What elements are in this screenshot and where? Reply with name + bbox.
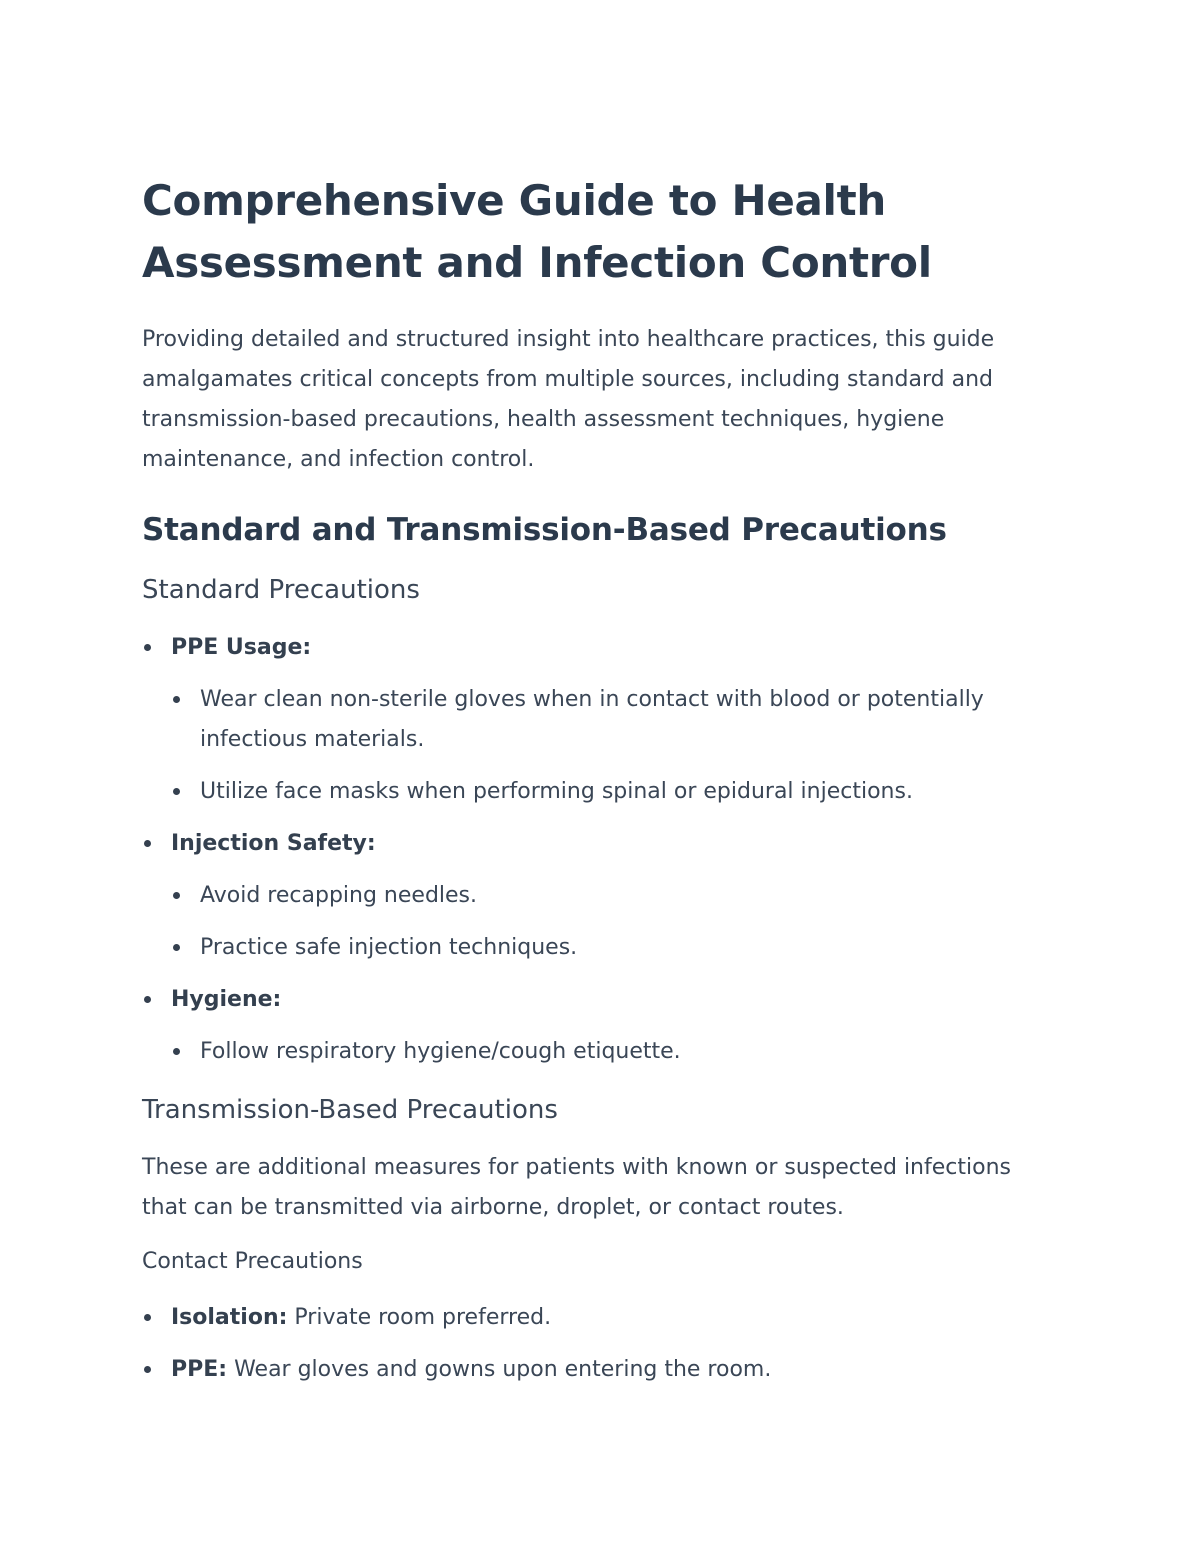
list-item-text: Follow respiratory hygiene/cough etiquette.: [200, 1039, 681, 1064]
list-item-label: Isolation:: [171, 1305, 288, 1330]
list-item-label: PPE Usage:: [171, 635, 312, 660]
hygiene-sublist: [171, 1032, 1062, 1072]
bullet-icon: [144, 840, 151, 847]
list-item-text: Wear clean non-sterile gloves when in contact with blood or potentially infectious materials.: [200, 687, 984, 752]
list-item: [171, 680, 1062, 760]
bullet-icon: [144, 644, 151, 651]
list-item-label: Hygiene:: [171, 987, 282, 1012]
list-item-ppe-usage: [142, 628, 1062, 812]
intro-paragraph: Providing detailed and structured insight into healthcare practices, this guide amalgamates critical concepts from multiple sources, including standard and transmission-based precautions, health assessment techniques, hygiene maintenance, and infection control.: [142, 327, 995, 472]
list-item: [171, 772, 1062, 812]
list-item: [171, 876, 1062, 916]
list-item-label: Injection Safety:: [171, 831, 376, 856]
list-item-text: Wear gloves and gowns upon entering the room.: [227, 1357, 772, 1382]
injection-safety-sublist: [171, 876, 1062, 968]
bullet-icon: [144, 1366, 151, 1373]
contact-precautions-list: [142, 1298, 1062, 1390]
list-item-injection-safety: [142, 824, 1062, 968]
list-item: [171, 928, 1062, 968]
list-item-text: Avoid recapping needles.: [200, 883, 478, 908]
bullet-icon: [173, 788, 180, 795]
transmission-paragraph: These are additional measures for patients with known or suspected infections that can be transmitted via airborne, droplet, or contact routes.: [142, 1155, 1011, 1220]
standard-precautions-list: [142, 628, 1062, 1072]
bullet-icon: [173, 944, 180, 951]
bullet-icon: [144, 996, 151, 1003]
list-item-hygiene: [142, 980, 1062, 1072]
page-title: Comprehensive Guide to Health Assessment and Infection Control: [142, 176, 932, 287]
subsubsection-heading-contact: Contact Precautions: [142, 1249, 363, 1274]
bullet-icon: [144, 1314, 151, 1321]
list-item-text: Utilize face masks when performing spinal or epidural injections.: [200, 779, 913, 804]
bullet-icon: [173, 1048, 180, 1055]
list-item-ppe: [142, 1350, 1062, 1390]
section-heading-precautions: Standard and Transmission-Based Precautions: [142, 512, 947, 548]
subsection-heading-standard: Standard Precautions: [142, 575, 420, 605]
list-item-text: Private room preferred.: [287, 1305, 552, 1330]
ppe-usage-sublist: [171, 680, 1062, 812]
list-item: [171, 1032, 1062, 1072]
document-page: [142, 170, 1062, 1402]
subsection-heading-transmission: Transmission-Based Precautions: [142, 1095, 558, 1125]
list-item-text: Practice safe injection techniques.: [200, 935, 578, 960]
bullet-icon: [173, 892, 180, 899]
list-item-label: PPE:: [171, 1357, 228, 1382]
list-item-isolation: [142, 1298, 1062, 1338]
bullet-icon: [173, 696, 180, 703]
